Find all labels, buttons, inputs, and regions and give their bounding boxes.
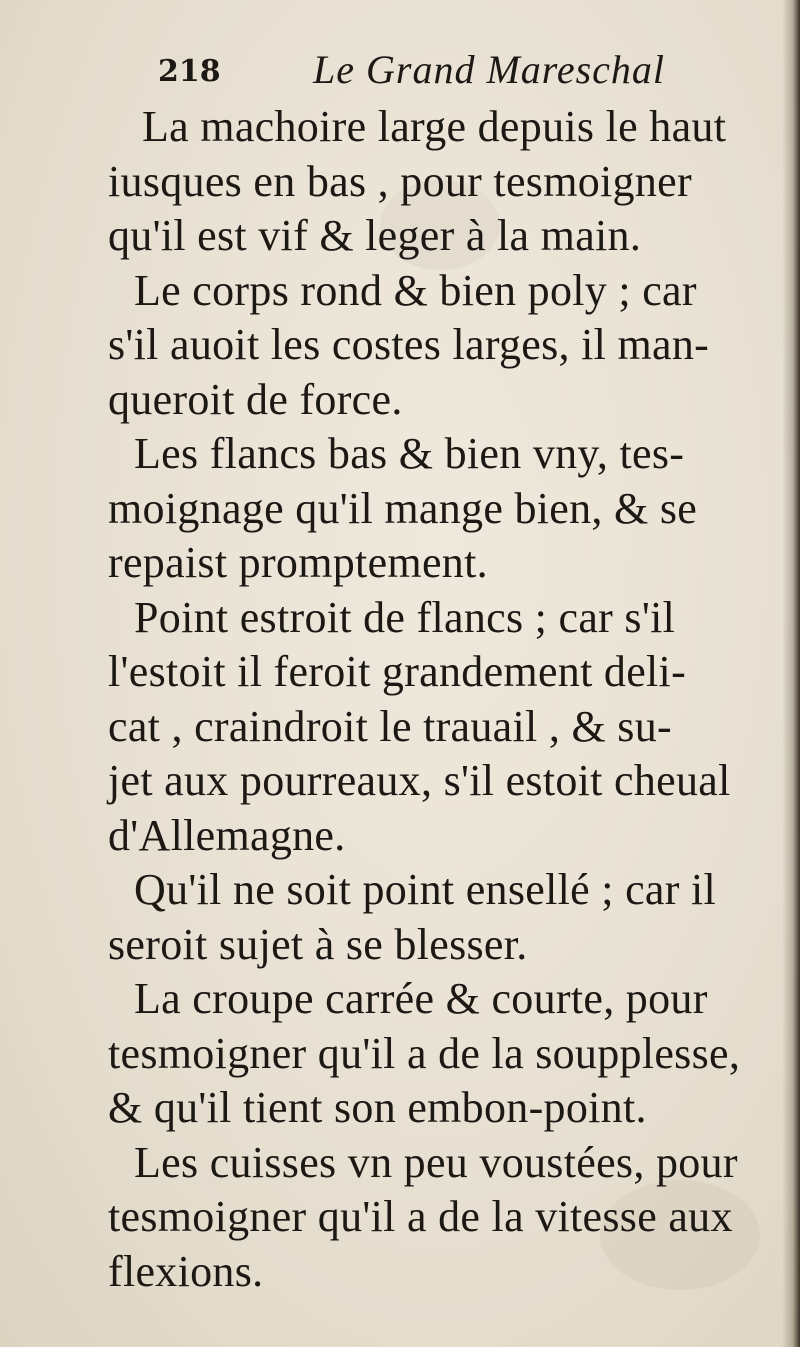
text-line: Les flancs bas & bien vny, tes- [134, 429, 685, 478]
text-line: repaist promptement. [108, 538, 488, 587]
body-text [108, 100, 798, 1299]
text-line: jet aux pourreaux, s'il estoit cheual [108, 756, 731, 805]
text-line: Qu'il ne soit point ensellé ; car il [134, 865, 717, 914]
page-edge-shadow [782, 0, 800, 1347]
text-line: Le corps rond & bien poly ; car [134, 265, 697, 315]
text-line: moignage qu'il mange bien, & se [108, 483, 698, 533]
page-title: Le Grand Mareschal [313, 47, 666, 92]
page-number: 218 [158, 54, 221, 89]
text-line: qu'il est vif & leger à la main. [108, 211, 642, 260]
text-line: d'Allemagne. [108, 810, 346, 860]
text-line: iusques en bas , pour tesmoigner [108, 156, 692, 206]
text-line: La machoire large depuis le haut [142, 102, 727, 151]
text-line: Point estroit de flancs ; car s'il [134, 592, 676, 642]
text-line: La croupe carrée & courte, pour [134, 974, 708, 1023]
text-line: queroit de force. [108, 374, 403, 424]
text-line: l'estoit il feroit grandement deli- [108, 647, 687, 696]
text-line: & qu'il tient son embon-point. [108, 1083, 647, 1132]
text-line: s'il auoit les costes larges, il man- [108, 320, 710, 369]
text-line: tesmoigner qu'il a de la vitesse aux [108, 1192, 733, 1241]
text-line: Les cuisses vn peu voustées, pour [134, 1137, 738, 1187]
text-line: flexions. [108, 1246, 264, 1296]
text-line: cat , craindroit le trauail , & su- [108, 701, 672, 751]
text-line: tesmoigner qu'il a de la soupplesse, [108, 1028, 741, 1078]
text-line: seroit sujet à se blesser. [108, 919, 528, 969]
running-head [158, 46, 718, 96]
